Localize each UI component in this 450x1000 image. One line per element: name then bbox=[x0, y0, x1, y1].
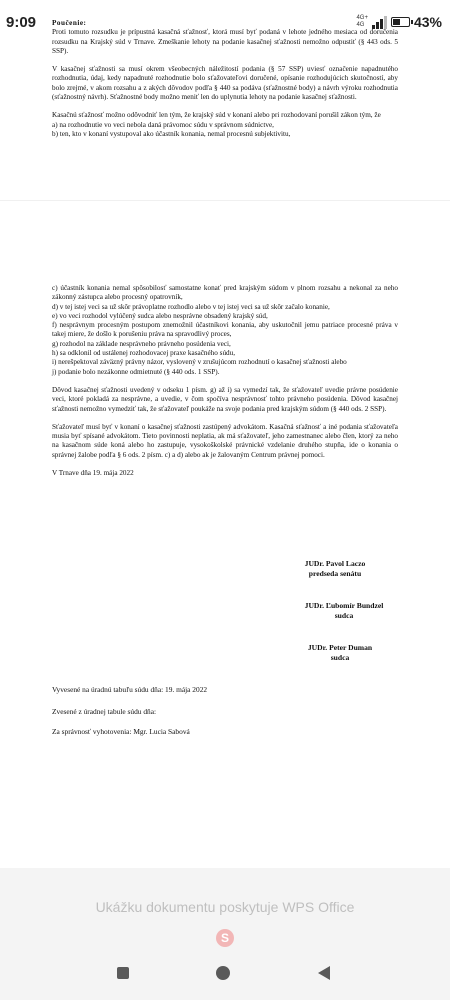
back-icon[interactable] bbox=[318, 966, 330, 980]
signature-role: sudca bbox=[330, 653, 350, 662]
ground-item-e: e) vo veci rozhodol vylúčený sudca alebo nesprávne obsadený krajský súd, bbox=[52, 311, 268, 320]
battery-percent: 43% bbox=[413, 14, 442, 30]
ground-item-f: f) nesprávnym procesným postupom znemožnil účastníkovi konania, aby uskutočnil jemu patriace procesné práva v takej miere, že došlo k porušeniu práva na spravodlivý proces, bbox=[52, 321, 398, 339]
place-date: V Trnave dňa 19. mája 2022 bbox=[52, 469, 134, 478]
advocate-requirement-paragraph: Sťažovateľ musí byť v konaní o kasačnej sťažnosti zastúpený advokátom. Kasačná sťažnosť a iné podania sťažovateľa musia byť spísané advokátom. Tieto povinnosti neplatia, ak má sťažovateľ, jeho zamestnanec alebo člen, ktorý za neho na kasačnom súde koná alebo ho zastupuje, vysokoškolské právnické vzdelanie druhého stupňa, ide o konania o správnej žalobe podľa § 6 ods. 2 písm. c) a d) alebo ak je žalovaným Centrum právnej pomoci. bbox=[52, 422, 398, 459]
signature-role: sudca bbox=[334, 611, 354, 620]
signature-judge-bundzel bbox=[280, 601, 408, 621]
navigation-bar bbox=[0, 950, 450, 1000]
ground-item-h: h) sa odklonil od ustálenej rozhodovacej praxe kasačného súdu, bbox=[52, 349, 236, 358]
ground-item-b: b) ten, kto v konaní vystupoval ako účastník konania, nemal procesnú subjektivitu, bbox=[52, 129, 291, 138]
document-section-middle bbox=[52, 284, 398, 478]
reason-definition-paragraph: Dôvod kasačnej sťažnosti uvedený v odseku 1 písm. g) až i) sa vymedzí tak, že sťažovateľ uvedie právne posúdenie veci, ktoré pokladá za nesprávne, a uvedie, v čom spočíva nesprávnosť tohto právneho posúdenia. Dôvod kasačnej sťažnosti nemožno vymedziť tak, že sťažovateľ poukáže na svoje podania pred krajským súdom (§ 440 ods. 2 SSP). bbox=[52, 385, 398, 413]
signature-name: JUDr. Pavol Laczo bbox=[304, 559, 366, 568]
appeal-requirements-paragraph: V kasačnej sťažnosti sa musí okrem všeobecných náležitostí podania (§ 57 SSP) uviesť označenie napadnutého rozhodnutia, údaj, kedy napadnuté rozhodnutie bolo sťažovateľovi doručené, opísanie rozhodujúcich skutočností, aby bolo zrejmé, v akom rozsahu a z akých dôvodov podľa § 440 sa podáva (sťažnostné body) a návrh výroku rozhodnutia (sťažnostný návrh). Sťažnostné body možno meniť len do uplynutia lehoty na podanie kasačnej sťažnosti. bbox=[52, 65, 398, 102]
page-break bbox=[0, 200, 450, 201]
removed-notice: Zvesené z úradnej tabule súdu dňa: bbox=[52, 707, 157, 716]
wps-watermark: Ukážku dokumentu poskytuje WPS Office bbox=[95, 899, 355, 915]
ground-item-i: i) nerešpektoval záväzný právny názor, vyslovený v zrušujúcom rozhodnutí o kasačnej sťažnosti alebo bbox=[52, 358, 347, 367]
signature-name: JUDr. Ľubomír Bundzel bbox=[304, 601, 384, 610]
ground-item-d: d) v tej istej veci sa už skôr právoplatne rozhodlo alebo v tej istej veci sa už skôr začalo konanie, bbox=[52, 302, 330, 311]
wps-logo-icon: S bbox=[216, 929, 234, 947]
signature-name: JUDr. Peter Duman bbox=[307, 643, 373, 652]
ground-item-g: g) rozhodol na základe nesprávneho právneho posúdenia veci, bbox=[52, 339, 231, 348]
signature-presiding-judge bbox=[280, 559, 390, 579]
document-section-top bbox=[52, 19, 398, 139]
posted-notice: Vyvesené na úradnú tabuľu súdu dňa: 19. mája 2022 bbox=[52, 685, 208, 694]
verified-by: Za správnosť vyhotovenia: Mgr. Lucia Sabová bbox=[52, 727, 190, 736]
network-subtype: 4G bbox=[356, 22, 365, 28]
appeal-grounds-intro: Kasačnú sťažnosť možno odôvodniť len tým, že krajský súd v konaní alebo pri rozhodovaní porušil zákon tým, že bbox=[52, 111, 381, 120]
recent-apps-icon[interactable] bbox=[117, 967, 129, 979]
ground-item-j: j) podanie bolo nezákonne odmietnuté (§ 440 ods. 1 SSP). bbox=[52, 367, 220, 376]
clock: 9:09 bbox=[6, 14, 37, 31]
ground-item-c: c) účastník konania nemal spôsobilosť samostatne konať pred krajským súdom v plnom rozsahu a nekonal za neho zákonný zástupca alebo procesný opatrovník, bbox=[52, 284, 398, 302]
network-type: 4G+ bbox=[356, 15, 368, 21]
appeal-deadline-paragraph: Proti tomuto rozsudku je prípustná kasačná sťažnosť, ktorá musí byť podaná v lehote jedného mesiaca od doručenia rozsudku na Krajský súd v Trnave. Zmeškanie lehoty na podanie kasačnej sťažnosti nemožno odpustiť (§ 443 ods. 5 SSP). bbox=[52, 28, 398, 55]
ground-item-a: a) na rozhodnutie vo veci nebola daná právomoc súdu v správnom súdnictve, bbox=[52, 120, 274, 129]
signature-role: predseda senátu bbox=[308, 569, 362, 578]
signature-judge-duman bbox=[290, 643, 390, 663]
instruction-heading: Poučenie: bbox=[52, 19, 87, 27]
home-icon[interactable] bbox=[216, 966, 230, 980]
